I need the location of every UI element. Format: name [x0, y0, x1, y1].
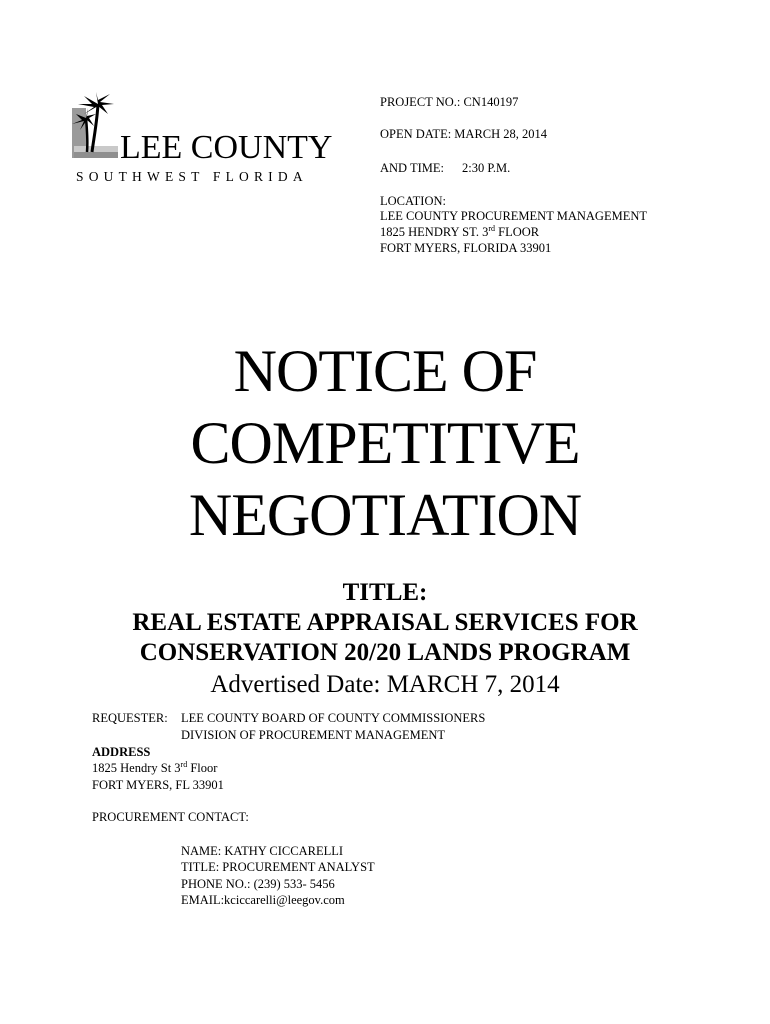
contact-phone: PHONE NO.: (239) 533- 5456	[181, 877, 335, 891]
open-time-value: 2:30 P.M.	[462, 161, 511, 175]
palm-tree-icon	[70, 92, 120, 162]
location-line-1: LEE COUNTY PROCUREMENT MANAGEMENT	[380, 209, 648, 223]
page-title	[0, 335, 770, 551]
page-title-line-2: COMPETITIVE	[190, 410, 580, 476]
contact-name: NAME: KATHY CICCARELLI	[181, 844, 344, 858]
address-line-1: 1825 Hendry St 3rd Floor	[92, 760, 218, 775]
address-line-2: FORT MYERS, FL 33901	[92, 778, 224, 792]
page-title-line-3: NEGOTIATION	[188, 482, 582, 548]
open-date: OPEN DATE: MARCH 28, 2014	[380, 127, 548, 141]
title-line-2: CONSERVATION 20/20 LANDS PROGRAM	[139, 639, 631, 666]
location-label: LOCATION:	[380, 194, 446, 208]
open-time-label: AND TIME:	[380, 161, 445, 175]
location-line-3: FORT MYERS, FLORIDA 33901	[380, 241, 552, 255]
solicitation-title	[0, 578, 770, 700]
logo-name: LEE COUNTY	[120, 129, 333, 166]
location-line-2: 1825 HENDRY ST. 3rd FLOOR	[380, 224, 540, 239]
title-label: TITLE:	[342, 579, 428, 606]
page-title-line-1: NOTICE OF	[233, 338, 537, 404]
contact-title: TITLE: PROCUREMENT ANALYST	[181, 860, 375, 874]
address-label: ADDRESS	[92, 745, 151, 759]
project-number: PROJECT NO.: CN140197	[380, 95, 519, 109]
logo-subtitle: SOUTHWEST FLORIDA	[76, 169, 308, 184]
requester-line-1: LEE COUNTY BOARD OF COUNTY COMMISSIONERS	[181, 711, 486, 725]
contact-email: EMAIL:kciccarelli@leegov.com	[181, 893, 345, 907]
title-line-1: REAL ESTATE APPRAISAL SERVICES FOR	[132, 609, 638, 636]
requester-line-2: DIVISION OF PROCUREMENT MANAGEMENT	[181, 728, 446, 742]
requester-label: REQUESTER:	[92, 711, 168, 725]
contact-label: PROCUREMENT CONTACT:	[92, 810, 249, 824]
advertised-date: Advertised Date: MARCH 7, 2014	[210, 671, 560, 698]
